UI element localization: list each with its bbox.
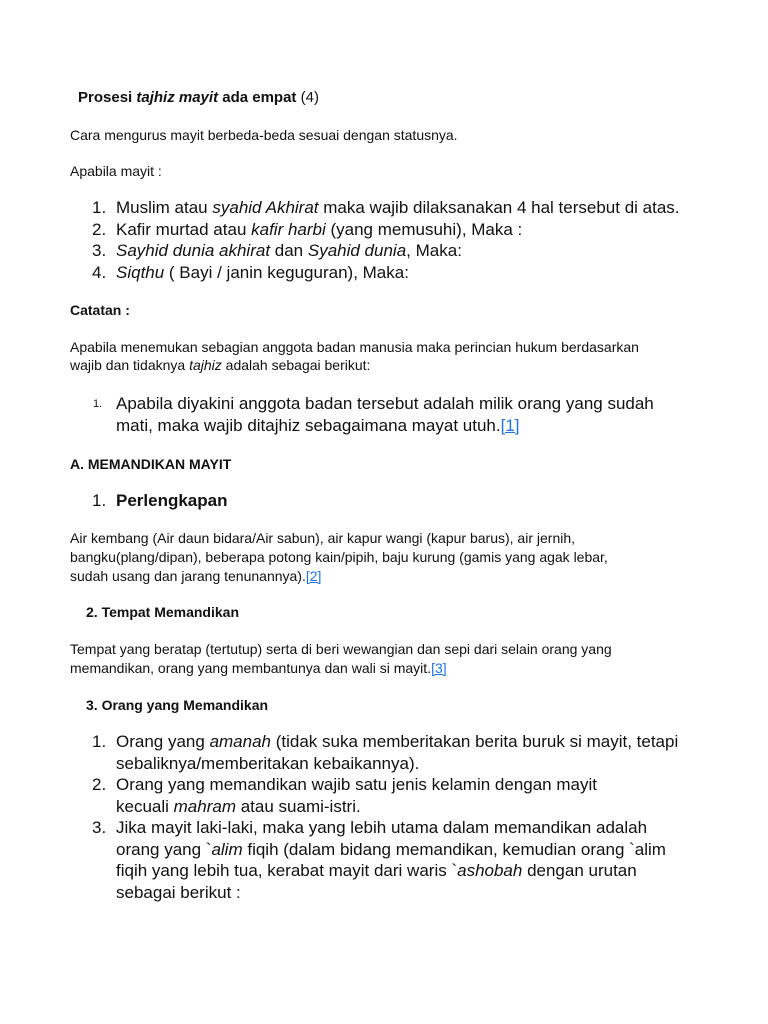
catatan-heading: Catatan : — [70, 302, 130, 318]
perlengkapan-line3 — [70, 566, 321, 586]
item-text: Muslim atau — [116, 198, 213, 217]
text-run: atau suami-istri. — [236, 796, 361, 816]
item-text: , Maka: — [406, 241, 462, 260]
list-item — [70, 219, 680, 241]
perlengkapan-heading: Perlengkapan — [116, 491, 228, 510]
text-run: sudah usang dan jarang tenunannya). — [70, 568, 306, 584]
list-number: 1. — [93, 398, 103, 410]
text-run: Jika mayit laki-laki, maka yang lebih utama dalam memandikan adalah — [116, 818, 648, 837]
footnote-link-1[interactable]: [1] — [500, 416, 520, 435]
text-run: Orang yang — [116, 732, 210, 751]
tempat-line1: Tempat yang beratap (tertutup) serta di beri wewangian dan sepi dari selain orang yang — [70, 641, 612, 657]
text-run: kecuali — [116, 796, 174, 816]
text-italic: ashobah — [457, 861, 523, 880]
list-item — [70, 262, 680, 284]
perlengkapan-line1: Air kembang (Air daun bidara/Air sabun), air kapur wangi (kapur barus), air jernih, — [70, 530, 576, 546]
perlengkapan-line2: bangku(plang/dipan), beberapa potong kain/pipih, baju kurung (gamis yang agak lebar, — [70, 549, 608, 565]
tempat-heading: 2. Tempat Memandikan — [86, 604, 240, 620]
text-italic: tajhiz — [189, 357, 222, 373]
list-number: 1. — [92, 198, 107, 217]
catatan-list-line1: Apabila diyakini anggota badan tersebut adalah milik orang yang sudah — [116, 394, 654, 413]
text-italic: alim — [211, 839, 243, 859]
catatan-paragraph-line2 — [70, 355, 370, 375]
item-text: (yang memusuhi), Maka : — [325, 219, 523, 239]
item-italic: Sayhid dunia akhirat — [116, 241, 271, 260]
list-item — [70, 774, 678, 817]
item-italic: syahid Akhirat — [212, 198, 319, 217]
text-run: dengan urutan — [522, 861, 637, 880]
heading-part: ada empat — [218, 89, 297, 106]
text-run: adalah sebagai berikut: — [221, 357, 371, 373]
catatan-paragraph-line1: Apabila menemukan sebagian anggota badan manusia maka perincian hukum berdasarkan — [70, 339, 639, 355]
list-number: 1. — [92, 732, 107, 751]
heading-count: (4) — [296, 89, 319, 106]
text-run: sebaliknya/memberitakan kebaikannya). — [116, 753, 420, 773]
list-number: 3. — [92, 818, 107, 837]
text-run: wajib dan tidaknya — [70, 357, 190, 373]
list-item — [70, 817, 678, 903]
item-text: dan — [270, 241, 308, 260]
list-item — [70, 731, 678, 774]
item-italic: Siqthu — [116, 262, 165, 282]
list-item — [70, 197, 680, 219]
apabila-label: Apabila mayit : — [70, 163, 162, 179]
text-run: sebagai berikut : — [116, 882, 241, 902]
footnote-link-3[interactable]: [3] — [431, 660, 447, 676]
catatan-list-line2 — [116, 415, 520, 437]
list-number: 4. — [92, 262, 107, 282]
text-italic: mahram — [173, 796, 236, 816]
list-number: 3. — [92, 241, 107, 260]
item-italic: Syahid dunia — [307, 241, 407, 260]
text-run: (tidak suka memberitakan berita buruk si mayit, tetapi — [271, 732, 679, 751]
item-text: maka wajib dilaksanakan 4 hal tersebut di atas. — [318, 198, 680, 217]
section-a-heading: A. MEMANDIKAN MAYIT — [70, 456, 232, 472]
heading-part: Prosesi — [78, 89, 137, 106]
section-heading-prosesi — [78, 87, 319, 109]
text-run: fiqih yang lebih tua, kerabat mayit dari waris ` — [116, 861, 458, 880]
status-list — [70, 197, 680, 283]
text-run: Orang yang memandikan wajib satu jenis kelamin dengan mayit — [116, 775, 597, 794]
intro-paragraph: Cara mengurus mayit berbeda-beda sesuai dengan statusnya. — [70, 127, 458, 143]
text-run: mati, maka wajib ditajhiz sebagaimana mayat utuh. — [116, 416, 501, 435]
text-run: orang yang ` — [116, 839, 212, 859]
item-text: Kafir murtad atau — [116, 219, 252, 239]
orang-heading: 3. Orang yang Memandikan — [86, 697, 269, 713]
tempat-line2 — [70, 658, 447, 678]
text-run: fiqih (dalam bidang memandikan, kemudian orang `alim — [242, 839, 666, 859]
heading-italic: tajhiz mayit — [136, 89, 219, 106]
list-number: 2. — [92, 775, 107, 794]
item-italic: kafir harbi — [251, 219, 326, 239]
list-item — [70, 240, 680, 262]
orang-list — [70, 731, 678, 903]
text-run: memandikan, orang yang membantunya dan wali si mayit. — [70, 660, 432, 676]
list-number: 2. — [92, 219, 107, 239]
item-text: ( Bayi / janin keguguran), Maka: — [164, 262, 409, 282]
footnote-link-2[interactable]: [2] — [305, 568, 322, 584]
list-number: 1. — [92, 491, 107, 510]
text-italic: amanah — [209, 732, 271, 751]
